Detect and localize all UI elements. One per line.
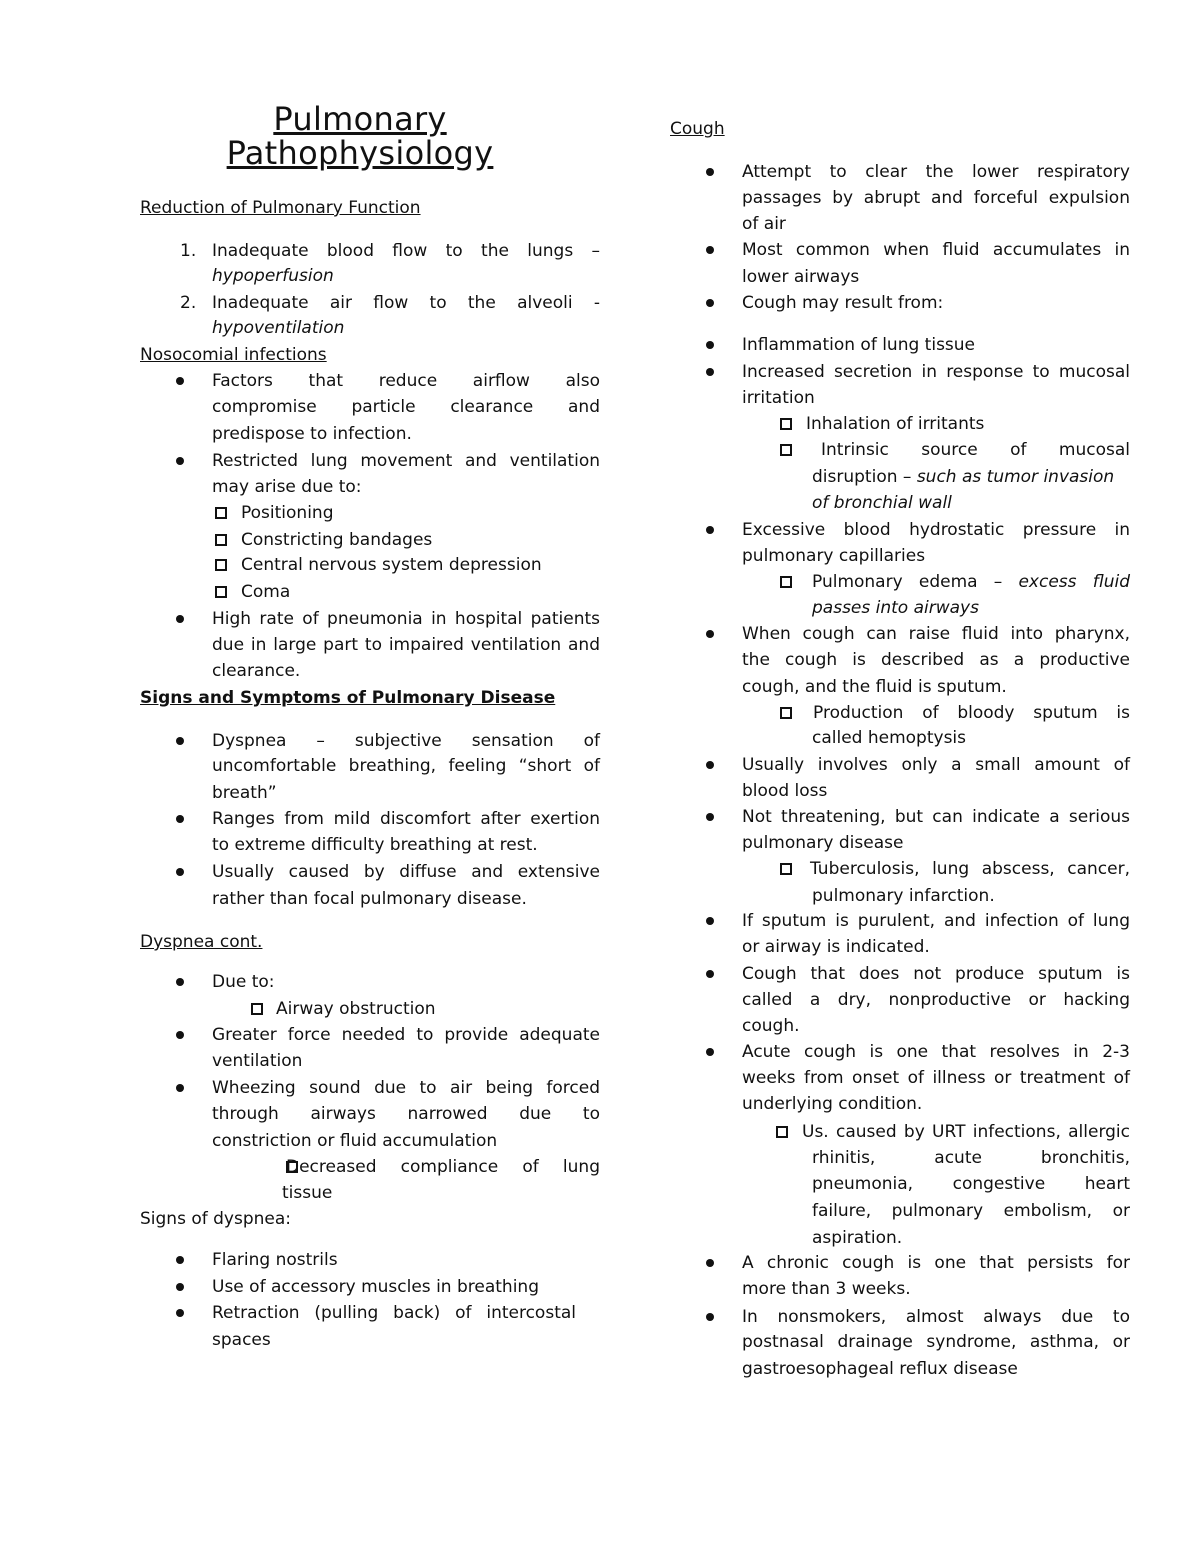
bullet-text: Inflammation of lung tissue — [742, 335, 976, 355]
section-heading: Nosocomial infections — [140, 345, 327, 365]
bullet-text: called a dry, nonproductive or hacking — [742, 990, 1130, 1010]
bullet-icon — [706, 917, 714, 925]
bullet-text: Cough may result from: — [742, 293, 944, 313]
bullet-text: weeks from onset of illness or treatment of — [742, 1068, 1130, 1088]
bullet-text: may arise due to: — [212, 477, 362, 497]
bullet-text: ventilation — [212, 1051, 303, 1071]
bullet-text: Cough that does not produce sputum is — [742, 964, 1130, 984]
bullet-text: lower airways — [742, 267, 860, 287]
checkbox-item-text: rhinitis, acute bronchitis, — [812, 1148, 1130, 1168]
checkbox-bullet-icon — [776, 1126, 788, 1138]
bullet-text: If sputum is purulent, and infection of lung — [742, 911, 1130, 931]
bullet-text: Ranges from mild discomfort after exertion — [212, 809, 600, 829]
checkbox-bullet-icon — [215, 559, 227, 571]
checkbox-item-text: tissue — [282, 1183, 333, 1203]
bullet-icon — [176, 1256, 184, 1264]
checkbox-item-text: Central nervous system depression — [241, 555, 542, 575]
checkbox-bullet-icon — [780, 707, 792, 719]
bullet-text: Most common when fluid accumulates in — [742, 240, 1130, 260]
bullet-text: gastroesophageal reflux disease — [742, 1359, 1018, 1379]
checkbox-item-text: Decreased compliance of lung — [286, 1157, 600, 1177]
checkbox-item-text: Airway obstruction — [276, 999, 436, 1019]
list-number: 1. — [180, 241, 197, 261]
bullet-icon — [176, 978, 184, 986]
bullet-icon — [176, 377, 184, 385]
checkbox-bullet-icon — [780, 444, 792, 456]
bullet-text: breath” — [212, 783, 277, 803]
bullet-text: High rate of pneumonia in hospital patients — [212, 609, 600, 629]
bullet-text: Acute cough is one that resolves in 2-3 — [742, 1042, 1130, 1062]
page-title-line-1: Pulmonary — [273, 100, 447, 138]
list-item-text: Inadequate blood flow to the lungs – — [212, 241, 600, 261]
checkbox-bullet-icon — [215, 507, 227, 519]
section-heading: Reduction of Pulmonary Function — [140, 198, 421, 218]
checkbox-item-text: Coma — [241, 582, 291, 602]
bullet-icon — [706, 1313, 714, 1321]
section-heading: Signs and Symptoms of Pulmonary Disease — [140, 688, 556, 708]
bullet-text: Retraction (pulling back) of intercostal — [212, 1303, 576, 1323]
bullet-text: pulmonary capillaries — [742, 546, 926, 566]
bullet-text: Attempt to clear the lower respiratory — [742, 162, 1130, 182]
section-heading: Signs of dyspnea: — [140, 1209, 292, 1229]
bullet-text: Factors that reduce airflow also — [212, 371, 600, 391]
bullet-icon — [706, 630, 714, 638]
bullet-text: Due to: — [212, 972, 275, 992]
checkbox-bullet-icon — [215, 534, 227, 546]
text-span: disruption – — [812, 467, 917, 487]
checkbox-item-text: Production of bloody sputum is — [813, 703, 1130, 723]
checkbox-item-text: Intrinsic source of mucosal — [821, 440, 1130, 460]
bullet-text: the cough is described as a productive — [742, 650, 1130, 670]
text-span: such as tumor invasion — [916, 467, 1115, 487]
list-item-text: hypoperfusion — [212, 266, 334, 286]
bullet-text: more than 3 weeks. — [742, 1279, 911, 1299]
bullet-text: due in large part to impaired ventilation and — [212, 635, 600, 655]
bullet-text: clearance. — [212, 661, 301, 681]
bullet-text: irritation — [742, 388, 815, 408]
bullet-icon — [176, 457, 184, 465]
checkbox-item-text: Positioning — [241, 503, 334, 523]
bullet-icon — [706, 299, 714, 307]
bullet-text: Restricted lung movement and ventilation — [212, 451, 600, 471]
checkbox-item-text — [812, 464, 1130, 490]
checkbox-item-text: called hemoptysis — [812, 728, 967, 748]
bullet-text: pulmonary disease — [742, 833, 904, 853]
bullet-text: uncomfortable breathing, feeling “short of — [212, 756, 600, 776]
bullet-text: rather than focal pulmonary disease. — [212, 889, 527, 909]
bullet-icon — [176, 615, 184, 623]
bullet-text: to extreme difficulty breathing at rest. — [212, 835, 538, 855]
bullet-icon — [706, 1259, 714, 1267]
bullet-text: Use of accessory muscles in breathing — [212, 1277, 539, 1297]
bullet-text: cough, and the fluid is sputum. — [742, 677, 1007, 697]
bullet-text: Usually caused by diffuse and extensive — [212, 862, 600, 882]
bullet-icon — [176, 737, 184, 745]
bullet-icon — [706, 970, 714, 978]
checkbox-bullet-icon — [780, 863, 792, 875]
bullet-text: or airway is indicated. — [742, 937, 930, 957]
bullet-icon — [176, 868, 184, 876]
bullet-text: Wheezing sound due to air being forced — [212, 1078, 600, 1098]
checkbox-item-text: Inhalation of irritants — [806, 414, 985, 434]
bullet-icon — [706, 246, 714, 254]
bullet-icon — [706, 761, 714, 769]
section-heading: Dyspnea cont. — [140, 932, 263, 952]
bullet-icon — [706, 368, 714, 376]
bullet-text: predispose to infection. — [212, 424, 412, 444]
checkbox-item-text: of bronchial wall — [812, 493, 952, 513]
list-number: 2. — [180, 293, 197, 313]
bullet-text: Not threatening, but can indicate a serious — [742, 807, 1130, 827]
bullet-text: Flaring nostrils — [212, 1250, 338, 1270]
bullet-text: When cough can raise fluid into pharynx, — [742, 624, 1130, 644]
bullet-icon — [176, 815, 184, 823]
bullet-icon — [706, 341, 714, 349]
bullet-text: compromise particle clearance and — [212, 397, 600, 417]
text-span: Pulmonary edema – — [812, 572, 1019, 592]
bullet-icon — [706, 1048, 714, 1056]
bullet-text: through airways narrowed due to — [212, 1104, 600, 1124]
bullet-text: underlying condition. — [742, 1094, 923, 1114]
bullet-text: A chronic cough is one that persists for — [742, 1253, 1130, 1273]
checkbox-item-text: Us. caused by URT infections, allergic — [802, 1122, 1130, 1142]
checkbox-item-text: passes into airways — [812, 598, 979, 618]
bullet-icon — [176, 1084, 184, 1092]
checkbox-item-text — [812, 569, 1130, 595]
bullet-text: Dyspnea – subjective sensation of — [212, 731, 600, 751]
bullet-text: cough. — [742, 1016, 800, 1036]
checkbox-bullet-icon — [780, 576, 792, 588]
bullet-icon — [706, 526, 714, 534]
bullet-text: postnasal drainage syndrome, asthma, or — [742, 1332, 1130, 1352]
bullet-icon — [176, 1283, 184, 1291]
bullet-text: Greater force needed to provide adequate — [212, 1025, 600, 1045]
bullet-icon — [176, 1031, 184, 1039]
checkbox-item-text: pulmonary infarction. — [812, 886, 995, 906]
text-span: excess fluid — [1018, 572, 1130, 592]
bullet-text: blood loss — [742, 781, 828, 801]
bullet-text: spaces — [212, 1330, 271, 1350]
checkbox-bullet-icon — [251, 1003, 263, 1015]
bullet-icon — [706, 168, 714, 176]
page-title-line-2: Pathophysiology — [226, 134, 494, 172]
bullet-text: Increased secretion in response to mucosal — [742, 362, 1130, 382]
checkbox-item-text: aspiration. — [812, 1228, 903, 1248]
checkbox-item-text: Constricting bandages — [241, 530, 433, 550]
checkbox-item-text: Tuberculosis, lung abscess, cancer, — [810, 859, 1130, 879]
section-heading: Cough — [670, 119, 725, 139]
bullet-icon — [176, 1309, 184, 1317]
bullet-text: constriction or fluid accumulation — [212, 1131, 498, 1151]
bullet-text: of air — [742, 214, 786, 234]
bullet-text: Excessive blood hydrostatic pressure in — [742, 520, 1130, 540]
bullet-text: passages by abrupt and forceful expulsion — [742, 188, 1130, 208]
checkbox-item-text: failure, pulmonary embolism, or — [812, 1201, 1130, 1221]
checkbox-item-text: pneumonia, congestive heart — [812, 1174, 1130, 1194]
list-item-text: hypoventilation — [212, 318, 345, 338]
bullet-text: In nonsmokers, almost always due to — [742, 1307, 1130, 1327]
checkbox-bullet-icon — [215, 586, 227, 598]
checkbox-bullet-icon — [780, 418, 792, 430]
bullet-icon — [706, 813, 714, 821]
bullet-text: Usually involves only a small amount of — [742, 755, 1130, 775]
list-item-text: Inadequate air flow to the alveoli - — [212, 293, 600, 313]
